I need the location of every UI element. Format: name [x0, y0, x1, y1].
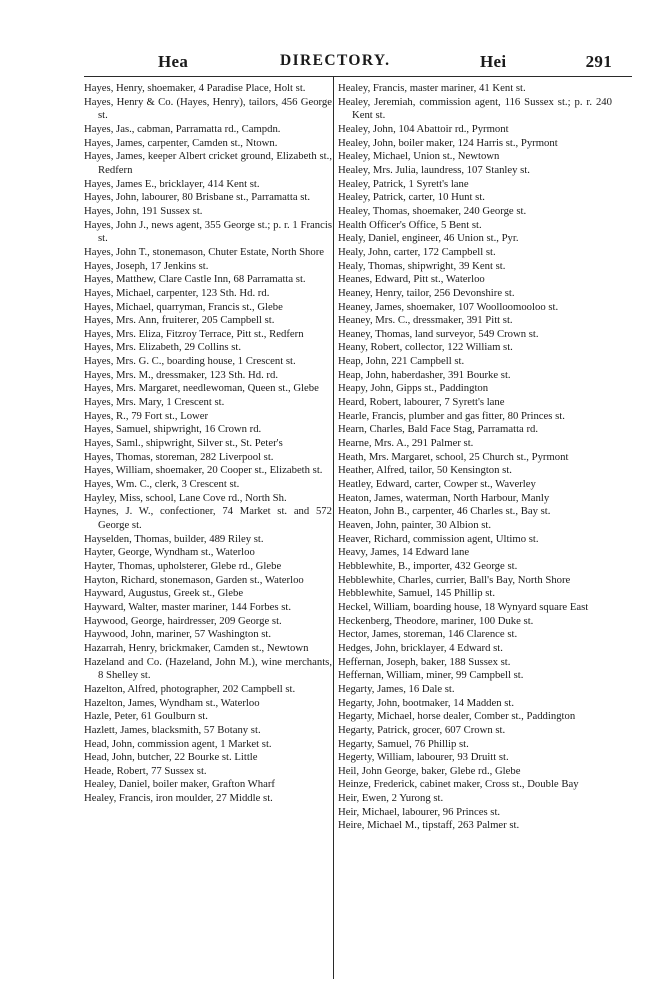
- directory-entry: Heffernan, William, miner, 99 Campbell st.: [338, 669, 524, 682]
- directory-entry: Hayes, John, 191 Sussex st.: [84, 204, 203, 217]
- directory-entry: Heinze, Frederick, cabinet maker, Cross st., Double Bay: [338, 778, 579, 791]
- directory-entry: Hegarty, Patrick, grocer, 607 Crown st.: [338, 723, 506, 736]
- directory-entry: Hazlett, James, blacksmith, 57 Botany st.: [84, 723, 261, 736]
- directory-entry: Heir, Michael, labourer, 96 Princes st.: [338, 805, 501, 818]
- directory-entry: Hayes, Mrs. Elizabeth, 29 Collins st.: [84, 341, 242, 354]
- directory-entry: Heaven, John, painter, 30 Albion st.: [338, 519, 492, 531]
- directory-entry: Hegarty, Michael, horse dealer, Comber st., Paddington: [338, 710, 576, 723]
- directory-entry: Hayward, Walter, master mariner, 144 Forbes st.: [84, 600, 292, 613]
- directory-entry: Healey, Patrick, 1 Syrett's lane: [338, 177, 469, 190]
- directory-entry: Heany, Robert, collector, 122 William st.: [338, 341, 513, 354]
- directory-entry: Heire, Michael M., tipstaff, 263 Palmer st.: [338, 819, 520, 832]
- directory-entry: Hector, James, storeman, 146 Clarence st.: [338, 628, 518, 641]
- directory-entry: Health Officer's Office, 5 Bent st.: [338, 218, 482, 231]
- directory-entry: Head, John, butcher, 22 Bourke st. Little: [84, 751, 258, 764]
- directory-entry: Hegarty, Samuel, 76 Phillip st.: [338, 737, 469, 750]
- directory-entry: Hazeland and Co. (Hazeland, John M.), wine merchants, 8 Shelley st.: [84, 655, 332, 682]
- directory-entry: Haywood, John, mariner, 57 Washington st.: [84, 628, 272, 641]
- page-number: 291: [585, 52, 612, 71]
- directory-entry: Healey, John, 104 Abattoir rd., Pyrmont: [338, 122, 509, 135]
- directory-entry: Heapy, John, Gipps st., Paddington: [338, 382, 489, 395]
- right-column: [338, 82, 612, 833]
- directory-entry: Hayes, Mrs. Mary, 1 Crescent st.: [84, 396, 225, 409]
- directory-entry: Hebblewhite, Charles, currier, Ball's Bay, North Shore: [338, 573, 571, 586]
- directory-entry: Hedges, John, bricklayer, 4 Edward st.: [338, 641, 503, 654]
- directory-entry: Heaney, Thomas, land surveyor, 549 Crown st.: [338, 327, 539, 340]
- directory-entry: Heavy, James, 14 Edward lane: [338, 546, 470, 559]
- directory-entry: Heaver, Richard, commission agent, Ultimo st.: [338, 532, 539, 545]
- directory-entry: Hazle, Peter, 61 Goulburn st.: [84, 710, 208, 723]
- directory-entry: Hayley, Miss, school, Lane Cove rd., North Sh.: [84, 491, 287, 504]
- directory-entry: Hayes, Henry & Co. (Hayes, Henry), tailors, 456 George st.: [84, 95, 332, 122]
- directory-entry: Hayton, Richard, stonemason, Garden st., Waterloo: [84, 573, 304, 586]
- header-rule: [84, 76, 632, 77]
- directory-entry: Hayselden, Thomas, builder, 489 Riley st.: [84, 532, 264, 545]
- directory-entry: Hayes, Joseph, 17 Jenkins st.: [84, 259, 209, 272]
- directory-entry: Healey, Thomas, shoemaker, 240 George st.: [338, 204, 527, 217]
- directory-entry: Hayes, John J., news agent, 355 George st.; p. r. 1 Francis st.: [84, 218, 332, 245]
- directory-entry: Hegerty, William, labourer, 93 Druitt st.: [338, 751, 509, 764]
- directory-entry: Heckel, William, boarding house, 18 Wynyard square East: [338, 600, 589, 613]
- directory-entry: Heather, Alfred, tailor, 50 Kensington st.: [338, 464, 512, 477]
- directory-entry: Healey, Mrs. Julia, laundress, 107 Stanley st.: [338, 163, 530, 176]
- directory-entry: Heffernan, Joseph, baker, 188 Sussex st.: [338, 655, 511, 668]
- directory-entry: Hegarty, James, 16 Dale st.: [338, 682, 455, 695]
- header-right-keyword: Hei: [480, 52, 507, 71]
- directory-entry: Hazarrah, Henry, brickmaker, Camden st., Newtown: [84, 641, 309, 654]
- directory-entry: Heaney, James, shoemaker, 107 Woolloomooloo st.: [338, 300, 559, 313]
- directory-entry: Hayes, Jas., cabman, Parramatta rd., Campdn.: [84, 122, 281, 135]
- directory-entry: Heaton, James, waterman, North Harbour, Manly: [338, 491, 550, 504]
- directory-entry: Haywood, George, hairdresser, 209 George st.: [84, 614, 282, 627]
- column-divider: [333, 77, 334, 979]
- directory-entry: Hayes, Wm. C., clerk, 3 Crescent st.: [84, 478, 240, 491]
- directory-entry: Healey, Jeremiah, commission agent, 116 Sussex st.; p. r. 240 Kent st.: [338, 95, 612, 122]
- directory-entry: Healey, Patrick, carter, 10 Hunt st.: [338, 191, 485, 204]
- directory-entry: Heap, John, 221 Campbell st.: [338, 355, 465, 368]
- directory-entry: Hayes, John T., stonemason, Chuter Estate, North Shore: [84, 245, 325, 258]
- directory-entry: Hayes, James E., bricklayer, 414 Kent st.: [84, 177, 260, 190]
- directory-entry: Hayes, Henry, shoemaker, 4 Paradise Place, Holt st.: [84, 82, 306, 94]
- directory-entry: Heil, John George, baker, Glebe rd., Glebe: [338, 764, 521, 777]
- left-column: [84, 82, 332, 806]
- directory-entry: Hayter, Thomas, upholsterer, Glebe rd., Glebe: [84, 559, 282, 572]
- directory-entry: Hayter, George, Wyndham st., Waterloo: [84, 546, 255, 559]
- directory-entry: Hazelton, Alfred, photographer, 202 Campbell st.: [84, 682, 296, 695]
- directory-entry: Hayward, Augustus, Greek st., Glebe: [84, 587, 244, 600]
- directory-entry: Head, John, commission agent, 1 Market st.: [84, 737, 272, 750]
- directory-entry: Hayes, James, keeper Albert cricket ground, Elizabeth st., Redfern: [84, 150, 332, 176]
- directory-entry: Healy, John, carter, 172 Campbell st.: [338, 245, 496, 258]
- directory-entry: Heaney, Henry, tailor, 256 Devonshire st.: [338, 286, 515, 299]
- directory-entry: Hayes, Saml., shipwright, Silver st., St. Peter's: [84, 437, 283, 450]
- directory-entry: Hayes, Matthew, Clare Castle Inn, 68 Parramatta st.: [84, 273, 306, 286]
- directory-entry: Hearn, Charles, Bald Face Stag, Parramatta rd.: [338, 423, 539, 436]
- directory-entry: Hearne, Mrs. A., 291 Palmer st.: [338, 437, 474, 450]
- directory-entry: Healey, Francis, iron moulder, 27 Middle st.: [84, 792, 273, 805]
- directory-entry: Healey, Daniel, boiler maker, Grafton Wharf: [84, 778, 275, 791]
- directory-entry: Hayes, R., 79 Fort st., Lower: [84, 409, 209, 422]
- directory-entry: Hayes, Michael, carpenter, 123 Sth. Hd. rd.: [84, 286, 270, 299]
- directory-entry: Hayes, Samuel, shipwright, 16 Crown rd.: [84, 423, 262, 436]
- header-title: DIRECTORY.: [280, 52, 391, 69]
- directory-entry: Heap, John, haberdasher, 391 Bourke st.: [338, 368, 511, 381]
- directory-entry: Heanes, Edward, Pitt st., Waterloo: [338, 273, 485, 286]
- directory-entry: Heade, Robert, 77 Sussex st.: [84, 764, 207, 777]
- directory-entry: Heckenberg, Theodore, mariner, 100 Duke st.: [338, 614, 534, 627]
- directory-entry: Hayes, William, shoemaker, 20 Cooper st., Elizabeth st.: [84, 464, 323, 477]
- directory-entry: Heir, Ewen, 2 Yurong st.: [338, 792, 444, 805]
- page-header: [84, 52, 612, 74]
- directory-entry: Hayes, Mrs. Margaret, needlewoman, Queen st., Glebe: [84, 382, 319, 395]
- directory-entry: Hearle, Francis, plumber and gas fitter, 80 Princes st.: [338, 409, 565, 422]
- directory-entry: Hebblewhite, B., importer, 432 George st.: [338, 559, 518, 572]
- directory-entry: Hayes, Mrs. G. C., boarding house, 1 Crescent st.: [84, 355, 296, 368]
- directory-entry: Heard, Robert, labourer, 7 Syrett's lane: [338, 396, 505, 409]
- directory-entry: Hayes, Michael, quarryman, Francis st., Glebe: [84, 300, 283, 313]
- directory-entry: Healey, Michael, Union st., Newtown: [338, 150, 500, 163]
- directory-entry: Heaney, Mrs. C., dressmaker, 391 Pitt st.: [338, 314, 513, 327]
- directory-entry: Hayes, Mrs. Eliza, Fitzroy Terrace, Pitt st., Redfern: [84, 327, 304, 340]
- directory-entry: Heath, Mrs. Margaret, school, 25 Church st., Pyrmont: [338, 450, 569, 463]
- directory-entry: Healy, Daniel, engineer, 46 Union st., Pyr.: [338, 232, 519, 245]
- directory-entry: Hayes, Mrs. M., dressmaker, 123 Sth. Hd. rd.: [84, 368, 279, 381]
- directory-entry: Hayes, John, labourer, 80 Brisbane st., Parramatta st.: [84, 191, 311, 204]
- directory-entry: Hayes, Thomas, storeman, 282 Liverpool st.: [84, 450, 274, 463]
- directory-entry: Healy, Thomas, shipwright, 39 Kent st.: [338, 259, 506, 272]
- directory-entry: Hazelton, James, Wyndham st., Waterloo: [84, 696, 260, 709]
- directory-entry: Hebblewhite, Samuel, 145 Phillip st.: [338, 587, 496, 600]
- directory-entry: Haynes, J. W., confectioner, 74 Market st. and 572 George st.: [84, 505, 332, 531]
- directory-entry: Healey, John, boiler maker, 124 Harris st., Pyrmont: [338, 136, 558, 149]
- directory-entry: Hayes, James, carpenter, Camden st., Ntown.: [84, 136, 278, 149]
- directory-entry: Hayes, Mrs. Ann, fruiterer, 205 Campbell st.: [84, 314, 275, 327]
- directory-entry: Heatley, Edward, carter, Cowper st., Waverley: [338, 478, 536, 491]
- header-left-keyword: Hea: [158, 52, 189, 71]
- directory-entry: Hegarty, John, bootmaker, 14 Madden st.: [338, 696, 515, 709]
- directory-entry: Heaton, John B., carpenter, 46 Charles st., Bay st.: [338, 505, 551, 518]
- directory-entry: Healey, Francis, master mariner, 41 Kent st.: [338, 82, 526, 94]
